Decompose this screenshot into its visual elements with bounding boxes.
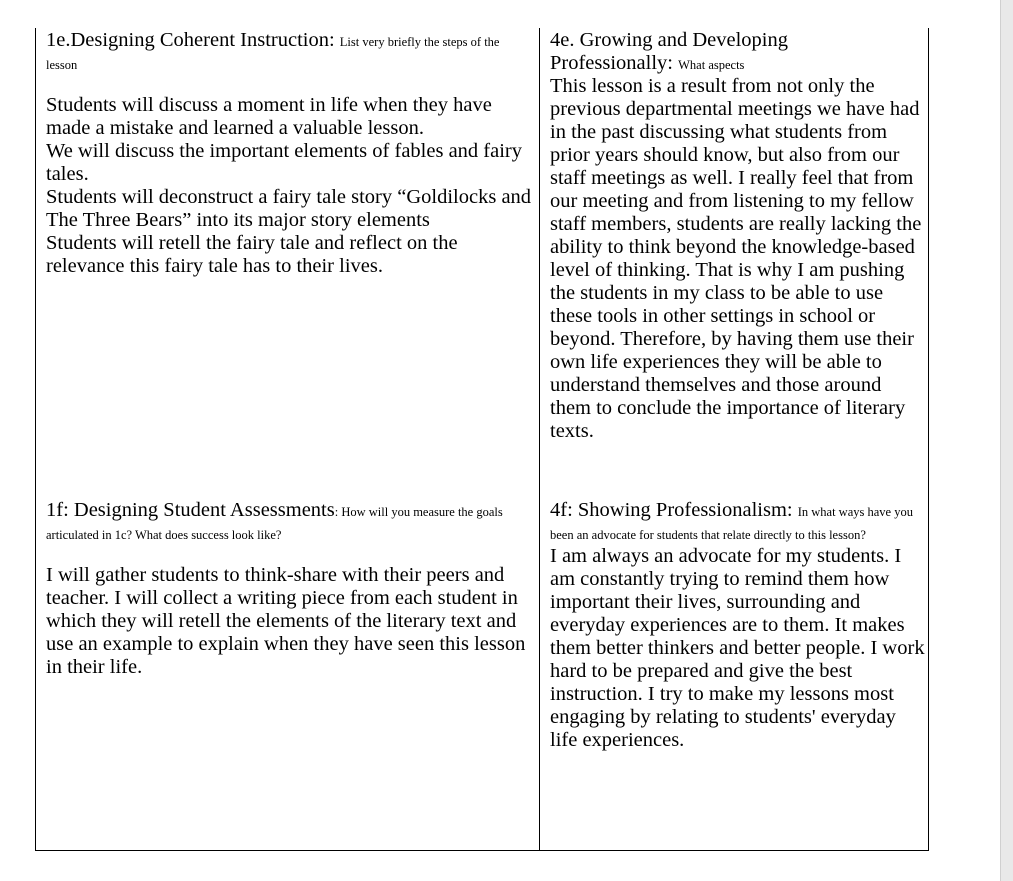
cell-designing-coherent-instruction	[46, 29, 532, 497]
heading-hint: In what ways have you been an advocate for students that relate directly to this lesson?	[550, 505, 913, 542]
cell-growing-professionally	[550, 29, 926, 497]
cell-body: This lesson is a result from not only the previous departmental meetings we have had in the past discussing what students from prior years should know, but also from our staff meetings as well. I really feel that from our meeting and from listening to my fellow staff members, students are really lacking the ability to think beyond the knowledge-based level of thinking. That is why I am pushing the students in my class to be able to use these tools in other settings in school or beyond. Therefore, by having them use their own life experiences they will be able to understand themselves and those around them to conclude the importance of literary texts.	[550, 75, 922, 442]
lesson-step: Students will deconstruct a fairy tale story “Goldilocks and The Three Bears” into its major story elements	[46, 186, 532, 231]
cell-body: I will gather students to think-share with their peers and teacher. I will collect a writing piece from each student in which they will retell the elements of the literary text and use an example to explain when they have seen this lesson in their life.	[46, 564, 526, 678]
lesson-step: Students will discuss a moment in life when they have made a mistake and learned a valuable lesson.	[46, 94, 492, 139]
cell-heading	[550, 29, 926, 75]
cell-heading	[46, 499, 532, 545]
heading-hint: What aspects	[678, 58, 745, 72]
lesson-plan-table	[35, 28, 929, 851]
vertical-scrollbar[interactable]	[1000, 0, 1013, 881]
cell-student-assessments	[46, 499, 532, 844]
cell-heading	[46, 29, 532, 75]
cell-showing-professionalism	[550, 499, 926, 844]
cell-body: I am always an advocate for my students. I am constantly trying to remind them how important their lives, surrounding and everyday experiences are to them. It makes them better thinkers and better people. I work hard to be prepared and give the best instruction. I try to make my lessons most engaging by relating to students' everyday life experiences.	[550, 545, 925, 751]
lesson-step: We will discuss the important elements of fables and fairy tales.	[46, 140, 522, 185]
lesson-step: Students will retell the fairy tale and reflect on the relevance this fairy tale has to their lives.	[46, 232, 458, 277]
heading-title: 1f: Designing Student Assessments	[46, 499, 335, 521]
heading-title-line1: 4e. Growing and Developing	[550, 29, 788, 51]
heading-hint: : How will you measure the goals articulated in 1c? What does success look like?	[46, 505, 503, 542]
lesson-steps	[46, 94, 532, 278]
heading-hint: List very briefly the steps of the lesson	[46, 35, 500, 72]
column-divider	[539, 28, 540, 850]
heading-title: 4f: Showing Professionalism:	[550, 499, 793, 521]
heading-title-line2: Professionally:	[550, 52, 673, 74]
cell-heading	[550, 499, 926, 545]
heading-title: 1e.Designing Coherent Instruction:	[46, 29, 335, 51]
